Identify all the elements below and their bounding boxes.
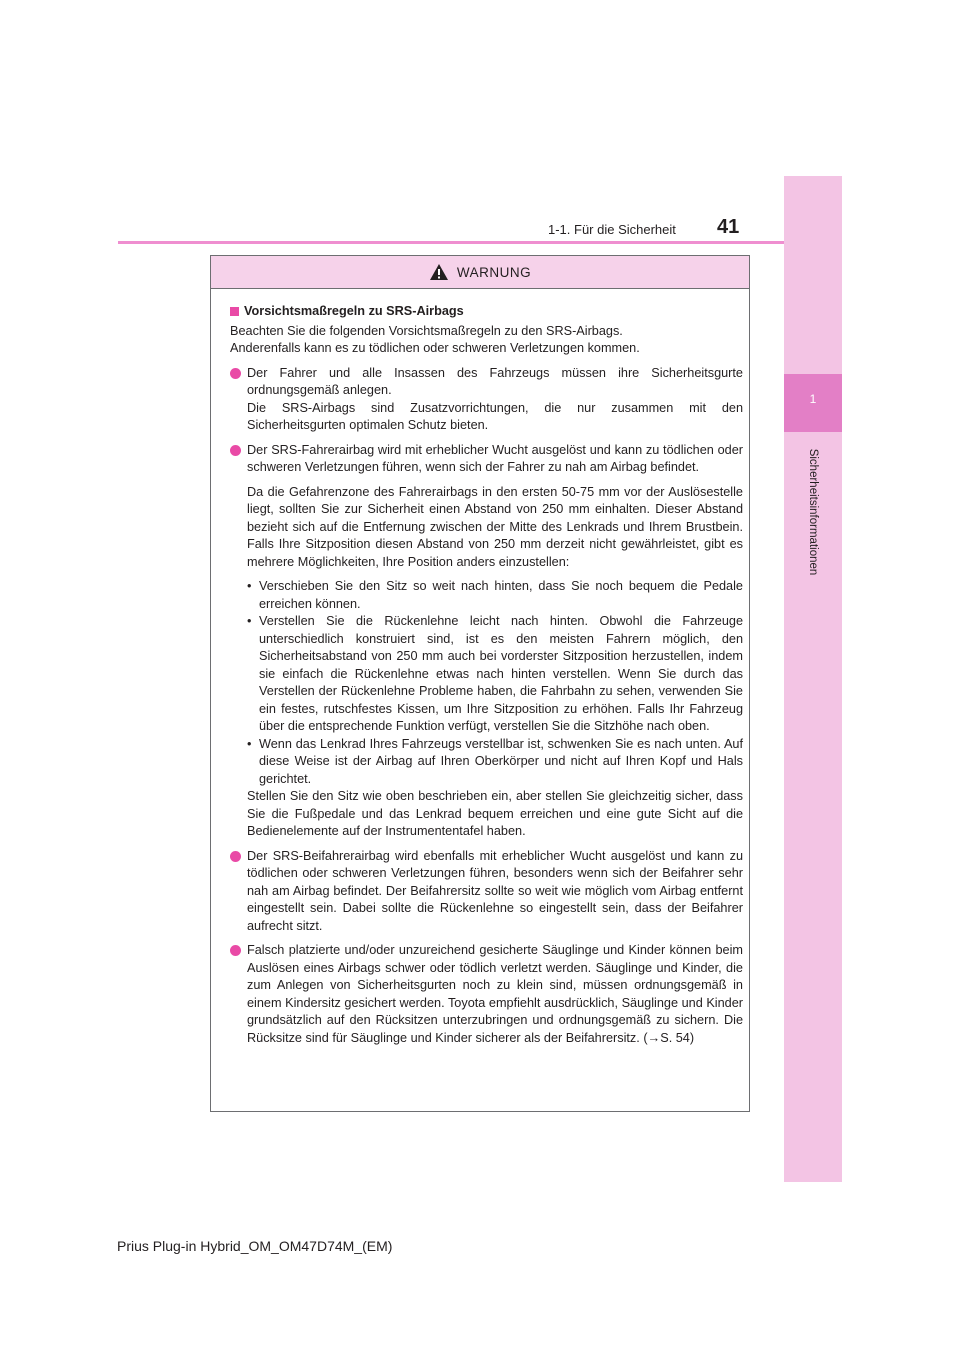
chapter-side-tab bbox=[784, 176, 842, 1182]
paragraph: Der SRS-Beifahrerairbag wird ebenfalls mit erheblicher Wucht ausgelöst und kann zu tödlichen oder schweren Verletzungen führen, besonders wenn sich der Beifahrer sehr nah am Airbag befindet. Der Beifahrersitz sollte so weit wie möglich vom Airbag entfernt eingestellt sein. Dabei sollte die Rückenlehne so eingestellt sein, dass der Beifahrer aufrecht sitzt. bbox=[247, 848, 743, 933]
warning-heading-text: Vorsichtsmaßregeln zu SRS-Airbags bbox=[244, 304, 464, 318]
paragraph: Stellen Sie den Sitz wie oben beschrieben ein, aber stellen Sie gleichzeitig sicher, dass Sie die Fußpedale und das Lenkrad bequem erreichen und eine gute Sicht auf die Bedienelemente auf der Instrumententafel haben. bbox=[247, 789, 743, 838]
circle-bullet-icon bbox=[230, 851, 241, 862]
paragraph: Der SRS-Fahrerairbag wird mit erheblicher Wucht ausgelöst und kann zu tödlichen oder schweren Verletzungen führen, wenn sich der Fahrer zu nah am Airbag befindet. bbox=[247, 442, 743, 474]
paragraph: Falsch platzierte und/oder unzureichend gesicherte Säuglinge und Kinder können beim Auslösen eines Airbags schwer oder tödlich verletzt werden. Säuglinge und Kinder, die zum Anlegen von Sicherheitsgurten noch zu klein sind, müssen ordnungsgemäß in einem Kindersitz gesichert werden. Toyota empfiehlt ausdrücklich, Säuglinge und Kinder grundsätzlich auf den Rücksitzen unterzubringen und ordnungsgemäß zu sichern. Die Rücksitze sind für Säuglinge und Kinder sicherer als der Beifahrersitz. (→S. 54) bbox=[247, 943, 743, 1045]
list-item-text: Verschieben Sie den Sitz so weit nach hinten, dass Sie noch bequem die Pedale erreichen können. bbox=[259, 579, 743, 611]
intro-line: Beachten Sie die folgenden Vorsichtsmaßregeln zu den SRS-Airbags. bbox=[230, 323, 623, 338]
list-item bbox=[247, 613, 743, 736]
warning-intro bbox=[230, 323, 743, 358]
circle-bullet-icon bbox=[230, 945, 241, 956]
list-item-text: Verstellen Sie die Rückenlehne leicht nach hinten. Obwohl die Fahrzeuge unterschiedlich konstruiert sind, ist es den meisten Fahrern möglich, den Sicherheitsabstand von 250 mm auch bei vorderster Sitzposition herzustellen, indem sie einfach die Rückenlehne etwas nach hinten verstellen. Wenn Sie durch das Verstellen der Rückenlehne Probleme haben, die Fahrbahn zu sehen, verwenden Sie ein festes, rutschfestes Kissen, um Ihre Sitzposition zu erhöhen. Falls Ihr Fahrzeug über die entsprechende Funktion verfügt, verstellen Sie die Sitzhöhe nach oben. bbox=[259, 614, 743, 733]
square-bullet-icon bbox=[230, 307, 239, 316]
paragraph: Die SRS-Airbags sind Zusatzvorrichtungen, die nur zusammen mit den Sicherheitsgurten optimalen Schutz bieten. bbox=[247, 400, 743, 432]
header-rule bbox=[118, 241, 784, 244]
warning-triangle-icon bbox=[429, 263, 449, 281]
warning-item-seatbelts bbox=[230, 365, 743, 435]
circle-bullet-icon bbox=[230, 368, 241, 379]
chapter-title: Sicherheitsinformationen bbox=[807, 448, 819, 576]
circle-bullet-icon bbox=[230, 445, 241, 456]
warning-box bbox=[210, 255, 750, 1112]
sub-bullet: • bbox=[247, 579, 252, 593]
paragraph: Da die Gefahrenzone des Fahrerairbags in den ersten 50-75 mm vor der Auslösestelle liegt, sollten Sie zur Sicherheit einen Abstand von 250 mm einhalten. Dieser Abstand bezieht sich auf die Entfernung zwischen der Mitte des Lenkrads und Ihrem Brustbein. Falls Ihre Sitzposition diesen Abstand von 250 mm derzeit nicht gewährleistet, gibt es mehrere Möglichkeiten, Ihre Position anders einzustellen: bbox=[247, 484, 743, 569]
warning-heading bbox=[230, 303, 743, 321]
intro-line: Anderenfalls kann es zu tödlichen oder schweren Verletzungen kommen. bbox=[230, 341, 640, 355]
list-item bbox=[247, 736, 743, 789]
warning-item-children bbox=[230, 942, 743, 1047]
sub-bullet: • bbox=[247, 614, 252, 628]
paragraph: Der Fahrer und alle Insassen des Fahrzeugs müssen ihre Sicherheitsgurte ordnungsgemäß anlegen. bbox=[247, 365, 743, 397]
sub-bullet: • bbox=[247, 736, 252, 751]
page-number: 41 bbox=[717, 216, 740, 238]
warning-body bbox=[211, 289, 749, 1047]
warning-item-driver-airbag bbox=[230, 442, 743, 841]
sub-list bbox=[247, 578, 743, 788]
warning-title: WARNUNG bbox=[456, 264, 532, 280]
section-title: 1-1. Für die Sicherheit bbox=[548, 222, 676, 237]
warning-item-passenger-airbag bbox=[230, 848, 743, 936]
chapter-number: 1 bbox=[809, 392, 817, 406]
list-item-text: Wenn das Lenkrad Ihres Fahrzeugs verstellbar ist, schwenken Sie es nach unten. Auf diese Weise ist der Airbag auf Ihren Oberkörper und nicht auf Ihren Kopf und Hals gerichtet. bbox=[259, 736, 743, 786]
manual-id: Prius Plug-in Hybrid_OM_OM47D74M_(EM) bbox=[117, 1238, 393, 1254]
list-item bbox=[247, 578, 743, 613]
warning-header bbox=[211, 256, 749, 289]
